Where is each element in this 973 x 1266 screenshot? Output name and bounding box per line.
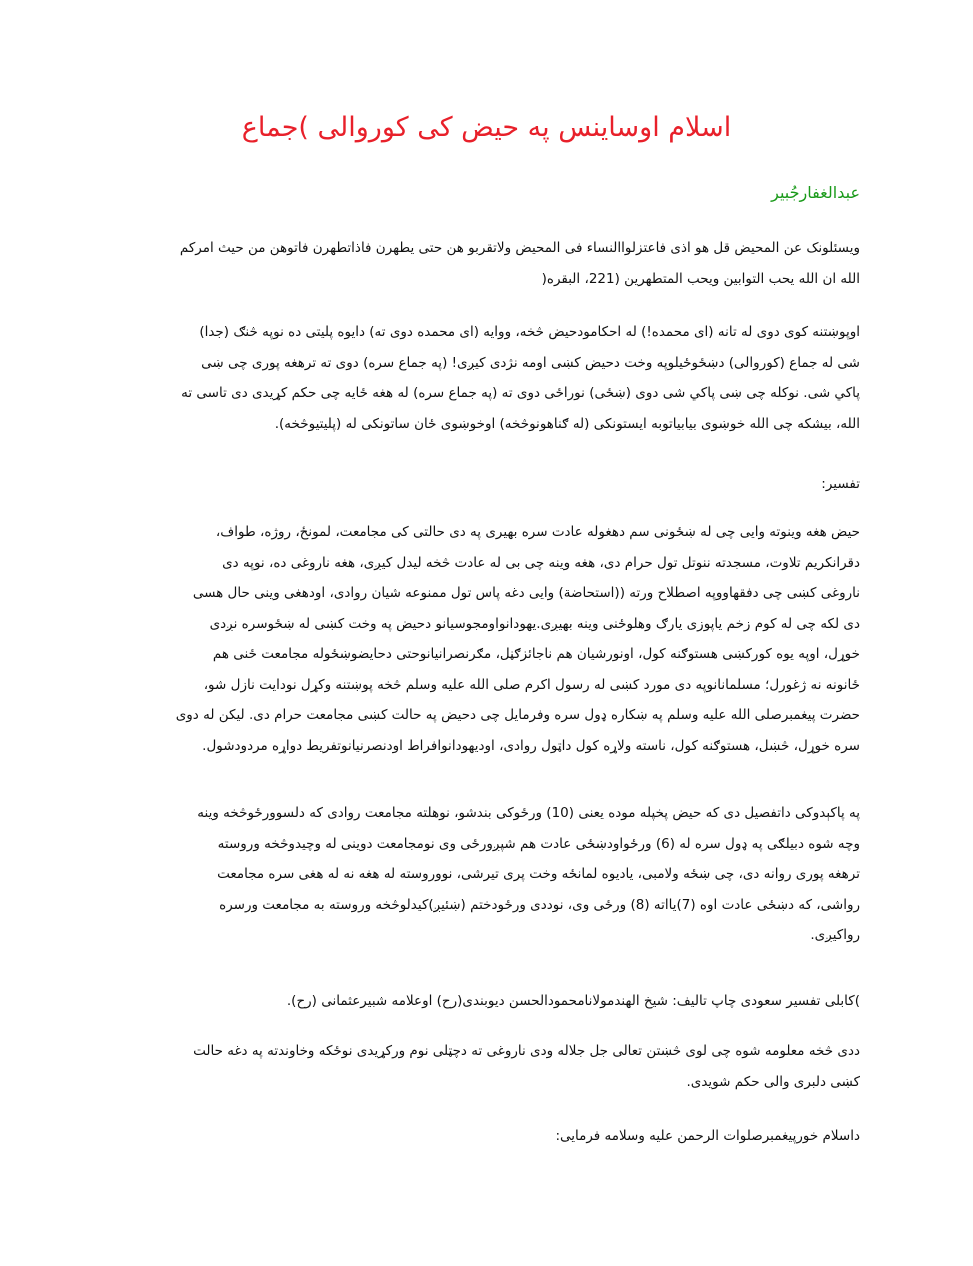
paragraph-line: سره خوړل، څښل، هستوګنه کول، ناسته ولاړه کول داټول روادی، اودیهودانوافراط اودنصرنیانوتفریط دواړه مردودشول. bbox=[202, 737, 860, 754]
tafsir-paragraph bbox=[112, 517, 860, 761]
purification-paragraph bbox=[112, 798, 860, 951]
paragraph-line: پاکي شی. نوکله چی ښی پاکي شی دوی (ښځی) نوراځی دوی ته (په جماع سره) له هغه ځایه چی حکم کړیدی دی تاسی ته bbox=[181, 385, 860, 401]
paragraph-line: رواکیږی. bbox=[810, 927, 860, 943]
paragraph-line: ترهغه پوری روانه دی، چی ښځه ولامبی، یادیوه لمانځه وخت پری تیرشی، نووروسته له هغه نه له هغی سره مجامعت bbox=[217, 866, 860, 882]
paragraph-line: حیض هغه وینوته وایی چی له ښځونی سم دهغوله عادت سره بهیری په دی حالتی کی مجامعت، لمونځ، روژه، طواف، bbox=[215, 524, 860, 540]
paragraph-line: دقرانکریم تلاوت، مسجدته ننوتل تول حرام دی، هغه وینه چی بی له عادت څخه لیدل کیږی، هغه ناروغی ده، نوپه دی bbox=[222, 554, 860, 571]
translation-paragraph bbox=[112, 317, 860, 439]
conclusion-paragraph bbox=[112, 1036, 860, 1097]
reference-paragraph bbox=[112, 986, 860, 1017]
paragraph-line: حضرت پیغمبرصلی الله علیه وسلم په ښکاره ډول سره وفرمایل چی دحیض په حالت کښی مجامعت حرام دی. لیکن له دوی bbox=[175, 707, 860, 723]
paragraph-line: اوپوښتنه کوی دوی له تانه (ای محمده!) له احکامودحیض څخه، ووایه (ای محمده دوی ته) دایوه پلیتی ده نوپه څنګ (جدا) bbox=[199, 324, 860, 340]
author-name: عبدالغفارجُبیر bbox=[771, 183, 860, 202]
quran-verse-paragraph bbox=[112, 233, 860, 294]
paragraph-line: ددی څخه معلومه شوه چی لوی څښتن تعالی جل جلاله ودی ناروغی ته دچټلی نوم ورکړیدی نوځکه وخاوندته په دغه حالت bbox=[193, 1043, 860, 1059]
tafsir-heading bbox=[112, 469, 860, 500]
paragraph-line: داسلام خورپیغمبرصلوات الرحمن علیه وسلامه فرمایی: bbox=[555, 1128, 860, 1144]
paragraph-line: ویسئلونک عن المحیض قل ھو اذی فاعتزلواالنساء فی المحیض ولاتقربو ھن حتی یطھرن فاذاتطھرن فاتوھن من حیث امرکم bbox=[179, 240, 860, 256]
paragraph-line: وچه شوه دبیلګی په ډول سره له (6) ورځواودښځی عادت هم شپږورځی وی نومجامعت دوینی له وچیدوڅخه وروسته bbox=[217, 835, 860, 852]
document-title: اسلام اوساینس په حیض کی کوروالی )جماع bbox=[241, 112, 732, 143]
paragraph-line: رواشی، که دښځی عادت اوه (7)یااته (8) ورځی وی، نوددی ورځودختم (ښئیږ)کیدلوڅخه وروسته به مجامعت ورسره bbox=[219, 896, 860, 913]
paragraph-line: دی لکه چی له کوم زخم یاپوزی یارګ وهلوځنی وینه بهیږی.یهودانواومجوسیانو دحیض په وخت کښی له ښځوسره نږدی bbox=[209, 615, 860, 632]
paragraph-line: په پاکېدوکی داتفصیل دی که حیض پخپله موده یعنی (10) ورځوکی بندشو، نوهلته مجامعت روادی که دلسوورځوڅخه وینه bbox=[197, 805, 860, 821]
paragraph-line: ځانونه نه ژغورل؛ مسلمانانوپه دی مورد کښی له رسول اکرم صلی الله علیه وسلم څخه پوښتنه وکړل نودایت نازل شو، bbox=[203, 676, 860, 693]
paragraph-line: شی له جماع (کوروالی) دښځوځیلوپه وخت دحیض کښی اومه نژدی کیږی! (په جماع سره) دوی ته ترهغه پوری چی ښی bbox=[201, 354, 860, 371]
hadith-intro-paragraph bbox=[112, 1121, 860, 1152]
paragraph-line: )کابلی تفسیر سعودی چاپ تالیف: شیخ الهندمولانامحمودالحسن دیوبندی(رح) اوعلامه شبیرعثمانی (رح). bbox=[286, 993, 860, 1009]
paragraph-line: خوړل، اوپه یوه کورکښی هستوګنه کول، اونورشیان هم ناجائزګڼل، مګرنصرانیانوحتی دحایضوښځوله مجامعت ځنی هم bbox=[212, 646, 860, 662]
paragraph-line: الله، بیشکه چی الله خوښوی بیابیاتوبه ایستونکی (له ګناھونوڅخه) اوخوښوی ځان ساتونکی له (پلیتیوڅخه). bbox=[274, 415, 860, 432]
paragraph-line: ناروغی کښی چی دفقهاووپه اصطلاح ورته ((استحاضة) وایی دغه پاس تول ممنوعه شیان روادی، اودهغی وینی حال هسی bbox=[192, 585, 860, 601]
heading-line: تفسیر: bbox=[821, 476, 860, 492]
paragraph-line: کښی دلبری والی حکم شویدی. bbox=[686, 1073, 860, 1090]
paragraph-line: الله ان الله یحب التوابین ویحب المتطھرین (221، البقره( bbox=[541, 270, 860, 287]
